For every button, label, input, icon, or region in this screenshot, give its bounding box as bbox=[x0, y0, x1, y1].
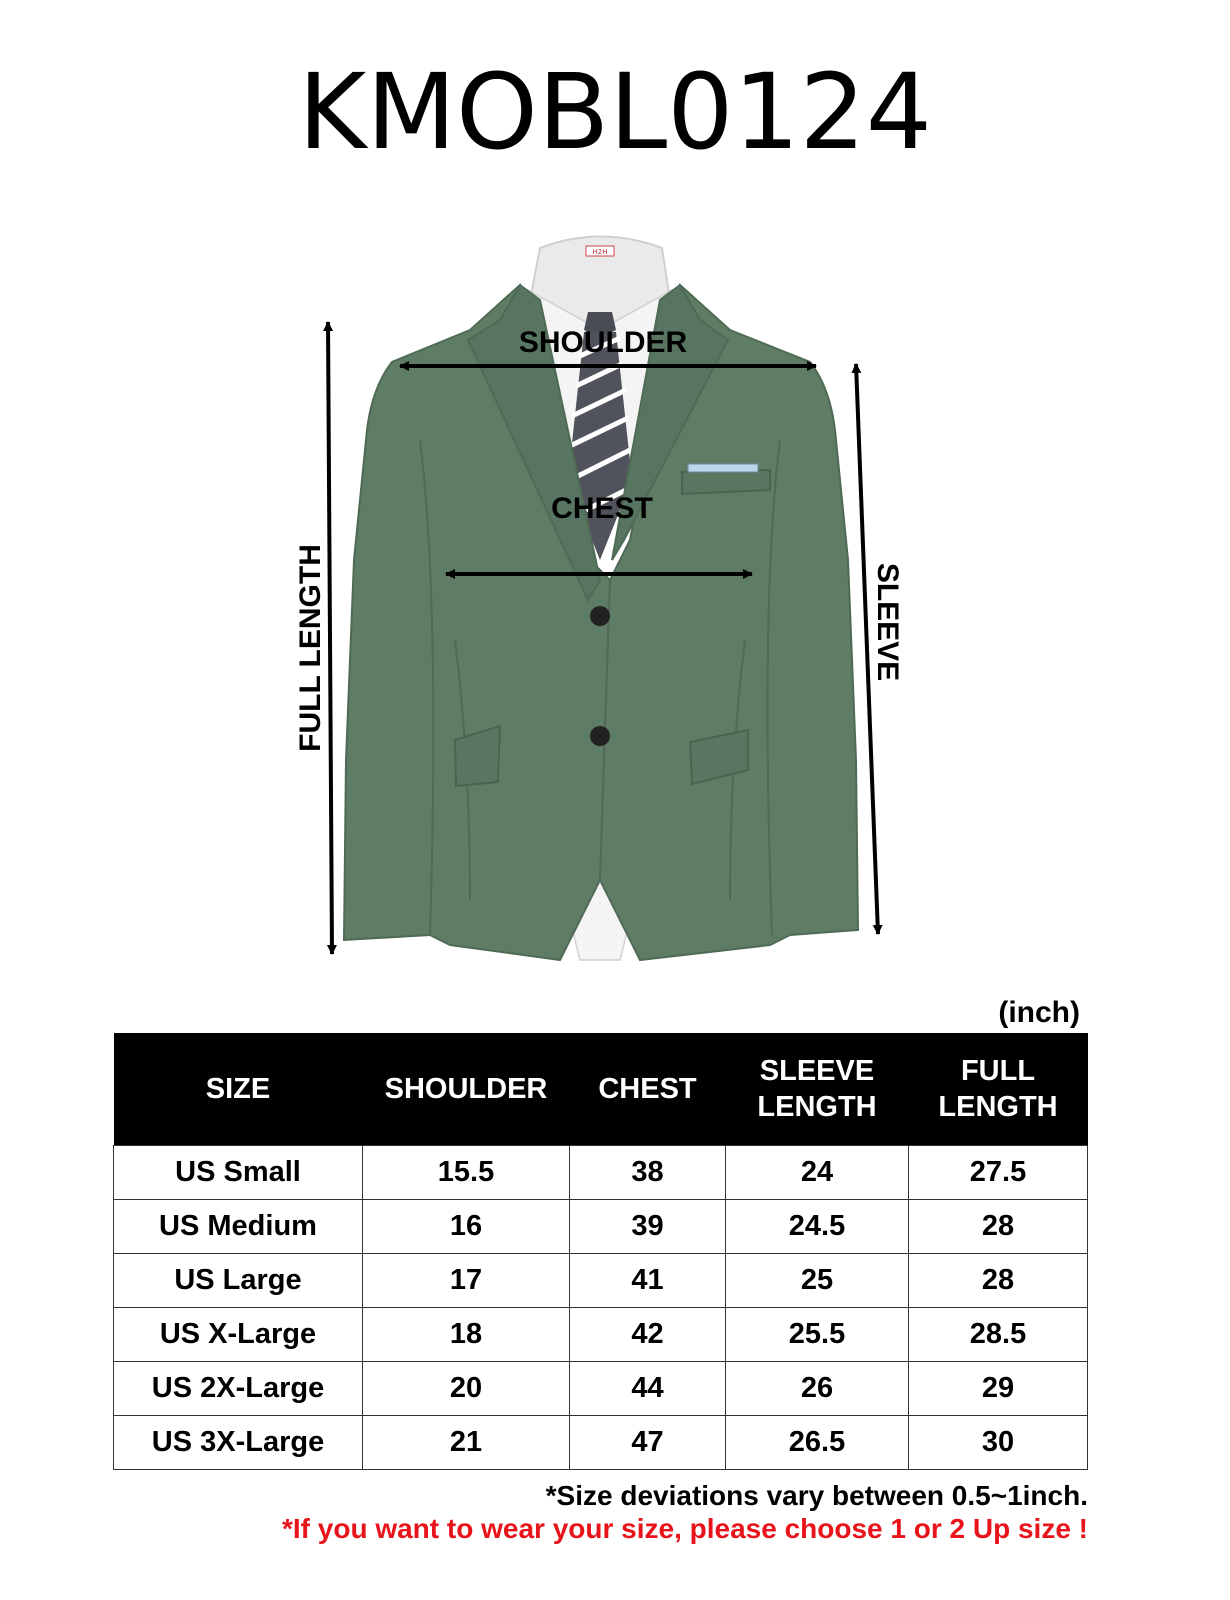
jacket-button-top bbox=[590, 606, 610, 626]
cell-chest: 41 bbox=[570, 1253, 726, 1307]
table-row bbox=[114, 1199, 1088, 1253]
jacket-measurement-diagram bbox=[0, 220, 1230, 980]
table-row bbox=[114, 1415, 1088, 1469]
cell-shoulder: 15.5 bbox=[363, 1145, 570, 1199]
cell-size: US X-Large bbox=[114, 1307, 363, 1361]
chest-label: CHEST bbox=[551, 492, 653, 525]
cell-size: US Medium bbox=[114, 1199, 363, 1253]
jacket-button-bottom bbox=[590, 726, 610, 746]
cell-shoulder: 18 bbox=[363, 1307, 570, 1361]
cell-shoulder: 17 bbox=[363, 1253, 570, 1307]
cell-full-length: 30 bbox=[909, 1415, 1088, 1469]
table-row bbox=[114, 1145, 1088, 1199]
size-up-advice-note: *If you want to wear your size, please choose 1 or 2 Up size ! bbox=[281, 1513, 1088, 1544]
product-code-title: KMOBL0124 bbox=[298, 51, 932, 173]
unit-label: (inch) bbox=[998, 996, 1080, 1029]
cell-shoulder: 16 bbox=[363, 1199, 570, 1253]
full-length-arrow bbox=[328, 322, 332, 954]
cell-sleeve-length: 25.5 bbox=[726, 1307, 909, 1361]
cell-shoulder: 21 bbox=[363, 1415, 570, 1469]
cell-full-length: 28 bbox=[909, 1199, 1088, 1253]
table-header-row bbox=[114, 1033, 1088, 1145]
cell-chest: 39 bbox=[570, 1199, 726, 1253]
header-size: SIZE bbox=[114, 1033, 363, 1145]
cell-size: US 2X-Large bbox=[114, 1361, 363, 1415]
cell-full-length: 29 bbox=[909, 1361, 1088, 1415]
cell-size: US Small bbox=[114, 1145, 363, 1199]
table-row bbox=[114, 1307, 1088, 1361]
jacket-illustration bbox=[0, 220, 1230, 980]
header-full-length: FULL LENGTH bbox=[909, 1033, 1088, 1145]
header-shoulder: SHOULDER bbox=[363, 1033, 570, 1145]
full-length-label: FULL LENGTH bbox=[294, 544, 327, 752]
breast-pocket bbox=[682, 470, 770, 494]
table-row bbox=[114, 1253, 1088, 1307]
table-row bbox=[114, 1361, 1088, 1415]
header-chest: CHEST bbox=[570, 1033, 726, 1145]
header-sleeve-length: SLEEVE LENGTH bbox=[726, 1033, 909, 1145]
cell-size: US Large bbox=[114, 1253, 363, 1307]
cell-size: US 3X-Large bbox=[114, 1415, 363, 1469]
cell-full-length: 28.5 bbox=[909, 1307, 1088, 1361]
shoulder-label: SHOULDER bbox=[518, 326, 688, 359]
size-deviation-note: *Size deviations vary between 0.5~1inch. bbox=[545, 1480, 1088, 1511]
cell-full-length: 27.5 bbox=[909, 1145, 1088, 1199]
cell-sleeve-length: 25 bbox=[726, 1253, 909, 1307]
size-chart-table bbox=[113, 1033, 1088, 1470]
cell-full-length: 28 bbox=[909, 1253, 1088, 1307]
cell-sleeve-length: 24 bbox=[726, 1145, 909, 1199]
cell-chest: 38 bbox=[570, 1145, 726, 1199]
pocket-square bbox=[688, 464, 758, 472]
cell-chest: 47 bbox=[570, 1415, 726, 1469]
cell-sleeve-length: 26.5 bbox=[726, 1415, 909, 1469]
cell-sleeve-length: 24.5 bbox=[726, 1199, 909, 1253]
cell-chest: 42 bbox=[570, 1307, 726, 1361]
cell-shoulder: 20 bbox=[363, 1361, 570, 1415]
cell-chest: 44 bbox=[570, 1361, 726, 1415]
brand-tag-text: H2H bbox=[592, 248, 608, 256]
sleeve-label: SLEEVE bbox=[871, 562, 904, 682]
cell-sleeve-length: 26 bbox=[726, 1361, 909, 1415]
